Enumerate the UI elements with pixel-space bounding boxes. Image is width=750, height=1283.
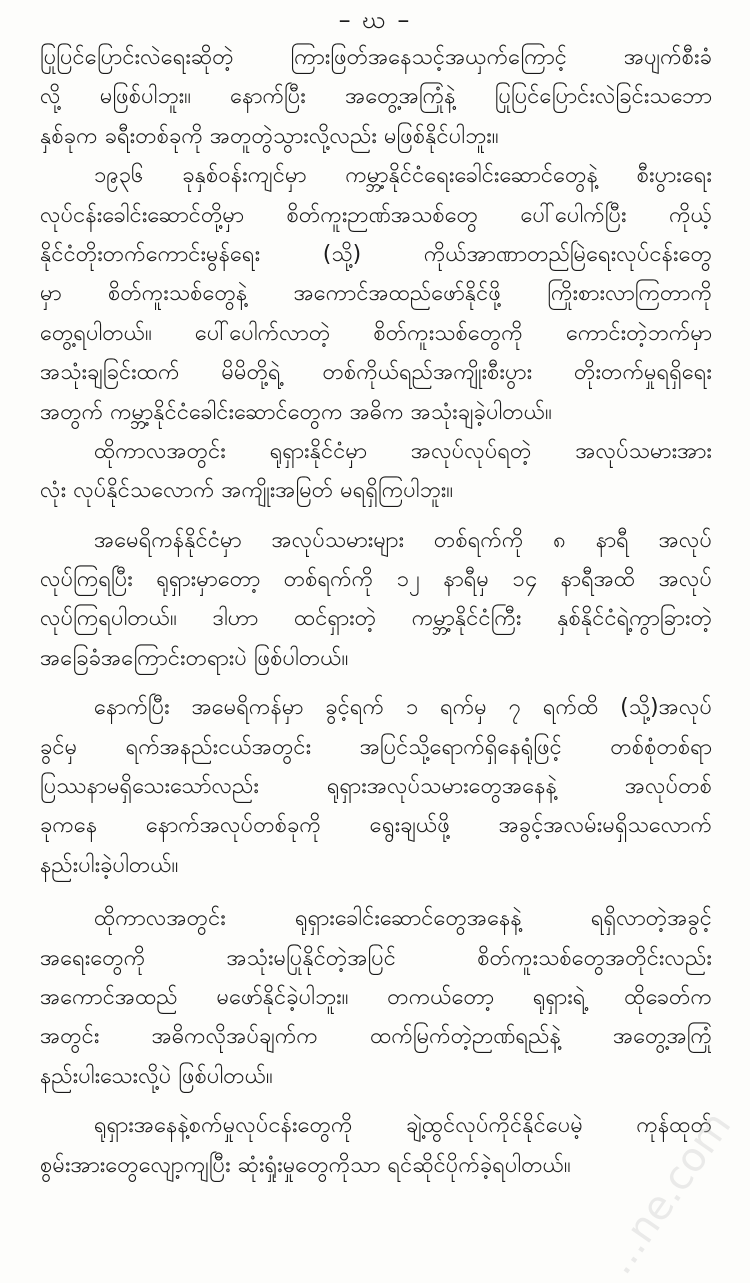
text-line: ထိုကာလအတွင်း ရုရှားနိုင်ငံမှာ အလုပ်လုပ်ရတဲ့ အလုပ်သမားအား bbox=[94, 438, 712, 464]
text-line: စွမ်းအားတွေလျော့ကျပြီး ဆုံးရှုံးမှုတွေကိုသာ ရင်ဆိုင်ပိုက်ခဲ့ရပါတယ်။ bbox=[40, 1152, 571, 1178]
text-line: ရုရှားအနေနဲ့စက်မှုလုပ်ငန်းတွေကို ချဲ့ထွင်လုပ်ကိုင်နိုင်ပေမဲ့ ကုန်ထုတ် bbox=[94, 1113, 712, 1139]
text-line: ၁၉၃၆ ခုနှစ်ဝန်းကျင်မှာ ကမ္ဘာ့နိုင်ငံရေးခေါင်းဆောင်တွေနဲ့ စီးပွားရေး bbox=[94, 163, 712, 189]
text-line: မှာ စိတ်ကူးသစ်တွေနဲ့ အကောင်အထည်ဖော်နိုင်ဖို့ ကြိုးစားလာကြတာကို bbox=[40, 281, 712, 307]
text-line: နောက်ပြီး အမေရိကန်မှာ ခွင့်ရက် ၁ ရက်မှ ၇ ရက်ထိ (သို့)အလုပ် bbox=[94, 695, 712, 721]
text-line: လုပ်ကြရပါတယ်။ ဒါဟာ ထင်ရှားတဲ့ ကမ္ဘာ့နိုင်ငံကြီး နှစ်နိုင်ငံရဲ့ကွာခြားတဲ့ bbox=[40, 606, 712, 632]
text-line: လို့ မဖြစ်ပါဘူး။ နောက်ပြီး အတွေ့အကြုံနဲ့ ပြုပြင်ပြောင်းလဲခြင်းသဘော bbox=[40, 84, 712, 110]
text-line: နိုင်ငံတိုးတက်ကောင်းမွန်ရေး (သို့) ကိုယ်အာဏာတည်မြဲရေးလုပ်ငန်းတွေ bbox=[40, 241, 712, 267]
text-line: ပြဿနာမရှိသေးသော်လည်း ရုရှားအလုပ်သမားတွေအနေနဲ့ အလုပ်တစ် bbox=[40, 774, 712, 800]
text-line: လုံး လုပ်နိုင်သလောက် အကျိုးအမြတ် မရရှိကြပါဘူး။ bbox=[40, 478, 454, 504]
body-text bbox=[40, 38, 712, 1185]
text-line: ခုကနေ နောက်အလုပ်တစ်ခုကို ရွေးချယ်ဖို့ အခွင့်အလမ်းမရှိသလောက် bbox=[40, 813, 712, 839]
text-line: နှစ်ခုက ခရီးတစ်ခုကို အတူတွဲသွားလို့လည်း မဖြစ်နိုင်ပါဘူး။ bbox=[40, 123, 499, 149]
paragraph-1 bbox=[40, 38, 712, 156]
text-line: လုပ်ငန်းခေါင်းဆောင်တို့မှာ စိတ်ကူးဉာဏ်အသစ်တွေ ပေါ်ပေါက်ပြီး ကိုယ့် bbox=[40, 202, 712, 228]
text-line: နည်းပါးသေးလို့ပဲ ဖြစ်ပါတယ်။ bbox=[40, 1063, 273, 1089]
text-line: အရေးတွေကို အသုံးမပြုနိုင်တဲ့အပြင် စိတ်ကူးသစ်တွေအတိုင်းလည်း bbox=[40, 945, 712, 971]
text-line: အသုံးချခြင်းထက် မိမိတို့ရဲ့ တစ်ကိုယ်ရည်အကျိုးစီးပွား တိုးတက်မှုရရှိရေး bbox=[40, 360, 712, 386]
text-line: နည်းပါးခဲ့ပါတယ်။ bbox=[40, 852, 179, 878]
text-line: တွေ့ရပါတယ်။ ပေါ်ပေါက်လာတဲ့ စိတ်ကူးသစ်တွေကို ကောင်းတဲ့ဘက်မှာ bbox=[40, 320, 712, 346]
text-line: လုပ်ကြရပြီး ရုရှားမှာတော့ တစ်ရက်ကို ၁၂ နာရီမှ ၁၄ နာရီအထိ အလုပ် bbox=[40, 567, 712, 593]
paragraph-2 bbox=[40, 156, 712, 432]
paragraph-7 bbox=[40, 1106, 712, 1185]
paragraph-3 bbox=[40, 432, 712, 511]
paragraph-4 bbox=[40, 521, 712, 679]
text-line: အတွက် ကမ္ဘာ့နိုင်ငံခေါင်းဆောင်တွေက အဓိက အသုံးချခဲ့ပါတယ်။ bbox=[40, 399, 552, 425]
text-line: အကောင်အထည် မဖော်နိုင်ခဲ့ပါဘူး။ တကယ်တော့ ရုရှားရဲ့ ထိုခေတ်က bbox=[40, 984, 712, 1010]
text-line: အခြေခံအကြောင်းတရားပဲ ဖြစ်ပါတယ်။ bbox=[40, 645, 349, 671]
paragraph-6 bbox=[40, 899, 712, 1096]
paragraph-5 bbox=[40, 688, 712, 885]
text-line: အတွင်း အဓိကလိုအပ်ချက်က ထက်မြက်တဲ့ဉာဏ်ရည်နဲ့ အတွေ့အကြုံ bbox=[40, 1024, 712, 1050]
watermark: ...ne.com bbox=[595, 1103, 740, 1283]
text-line: အမေရိကန်နိုင်ငံမှာ အလုပ်သမားများ တစ်ရက်ကို ၈ နာရီ အလုပ် bbox=[94, 527, 712, 553]
text-line: ပြုပြင်ပြောင်းလဲရေးဆိုတဲ့ ကြားဖြတ်အနေသင့်အယှက်ကြောင့် အပျက်စီးခံ bbox=[40, 45, 712, 70]
text-line: ခွင်မှ ရက်အနည်းငယ်အတွင်း အပြင်သို့ရောက်ရှိနေရုံဖြင့် တစ်စုံတစ်ရာ bbox=[40, 734, 712, 760]
page-number: – ဃ – bbox=[338, 6, 412, 34]
text-line: ထိုကာလအတွင်း ရုရှားခေါင်းဆောင်တွေအနေနဲ့ ရရှိလာတဲ့အခွင့် bbox=[94, 906, 712, 932]
